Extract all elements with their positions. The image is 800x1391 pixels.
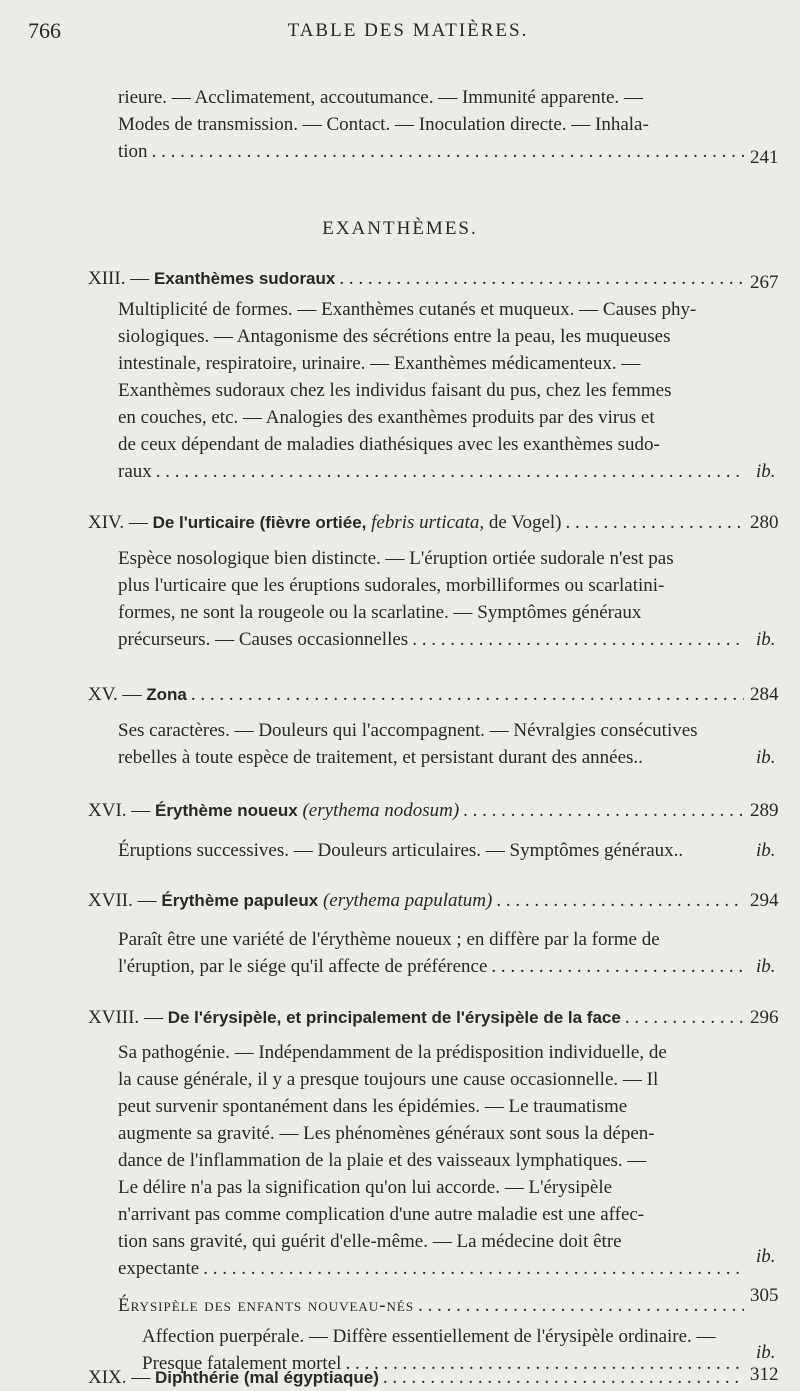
entry-xiv-ib: ib. <box>756 629 776 650</box>
entry-xviii-ib: ib. <box>756 1246 776 1267</box>
entry-xiv-title-rest: de Vogel) <box>488 512 562 533</box>
entry-xiv-last-text: précurseurs. — Causes occasionnelles <box>118 629 409 650</box>
entry-xiii-line: en couches, etc. — Analogies des exanthèmes produits par des virus et <box>118 407 655 428</box>
entry-xviii-last-line <box>118 1256 748 1282</box>
entry-xvi-page: 289 <box>750 800 779 821</box>
entry-xviii-page: 296 <box>750 1007 779 1028</box>
dash: — <box>130 268 150 289</box>
entry-xvii-last-line <box>118 954 748 980</box>
entry-xiii-line: Exanthèmes sudoraux chez les individus faisant du pus, chez les femmes <box>118 380 672 401</box>
entry-xvi-title-text: Érythème noueux <box>155 801 298 820</box>
entry-xviii-line: Sa pathogénie. — Indépendamment de la prédisposition individuelle, de <box>118 1042 667 1063</box>
entry-xix-numeral: XIX. <box>88 1367 127 1388</box>
entry-xiii-page: 267 <box>750 272 779 293</box>
entry-xv-title <box>88 682 748 708</box>
dash: — <box>137 890 157 911</box>
entry-xv-title-text: Zona <box>146 685 187 704</box>
entry-xvii-title <box>88 888 748 914</box>
entry-xviii-last-text: expectante <box>118 1258 200 1279</box>
entry-xiii-title <box>88 266 748 292</box>
intro-line-3 <box>118 139 748 165</box>
entry-xvi-numeral: XVI. <box>88 800 127 821</box>
entry-xviii-line: la cause générale, il y a presque toujours une cause occasionnelle. — Il <box>118 1069 659 1090</box>
entry-xv-line: Ses caractères. — Douleurs qui l'accompagnent. — Névralgies consécutives <box>118 720 698 741</box>
entry-xvii-last-text: l'éruption, par le siége qu'il affecte de préférence <box>118 956 488 977</box>
dash: — <box>131 1367 151 1388</box>
entry-xix-page: 312 <box>750 1364 779 1385</box>
entry-xviii-title-text: De l'érysipèle, et principalement de l'érysipèle de la face <box>167 1008 621 1027</box>
section-heading: EXANTHÈMES. <box>322 218 478 239</box>
entry-xviii-line: tion sans gravité, qui guérit d'elle-même. — La médecine doit être <box>118 1231 622 1252</box>
dash: — <box>128 512 148 533</box>
entry-xv-line: rebelles à toute espèce de traitement, et persistant durant des années.. <box>118 747 643 768</box>
entry-xvi-line: Éruptions successives. — Douleurs articulaires. — Symptômes généraux.. <box>118 840 684 861</box>
entry-xiv-line: plus l'urticaire que les éruptions sudorales, morbilliformes ou scarlatini- <box>118 575 665 596</box>
entry-xiii-ib: ib. <box>756 461 776 482</box>
entry-xviii-title <box>88 1005 748 1031</box>
entry-xix-title-text: Diphthérie (mal égyptiaque) <box>155 1368 379 1387</box>
entry-xviii-line: peut survenir spontanément dans les épidémies. — Le traumatisme <box>118 1096 628 1117</box>
entry-xiii-line: intestinale, respiratoire, urinaire. — Exanthèmes médicamenteux. — <box>118 353 641 374</box>
entry-xiv-title <box>88 510 748 536</box>
entry-xv-ib: ib. <box>756 747 776 768</box>
entry-xv-numeral: XV. <box>88 684 118 705</box>
entry-newborn-line: Affection puerpérale. — Diffère essentiellement de l'érysipèle ordinaire. — <box>142 1326 716 1347</box>
entry-newborn-title-text: Érysipèle des enfants nouveau-nés <box>118 1295 415 1316</box>
entry-xiv-page: 280 <box>750 512 779 533</box>
entry-xvii-title-text: Érythème papuleux <box>161 891 319 910</box>
page-header <box>28 18 788 48</box>
entry-xiii-line: siologiques. — Antagonisme des sécrétions entre la peau, les muqueuses <box>118 326 671 347</box>
entry-xiv-last-line <box>118 627 748 653</box>
page-number: 766 <box>28 18 61 43</box>
entry-xiv-title-text: De l'urticaire (fièvre ortiée, <box>152 513 367 532</box>
intro-line-3-text: tion <box>118 141 148 162</box>
running-title: TABLE DES MATIÈRES. <box>287 20 529 41</box>
entry-xviii-line: Le délire n'a pas la signification qu'on lui accorde. — L'érysipèle <box>118 1177 613 1198</box>
intro-line-2: Modes de transmission. — Contact. — Inoculation directe. — Inhala- <box>118 114 649 135</box>
entry-xvii-title-italic: (erythema papulatum) <box>322 890 493 911</box>
dash: — <box>122 684 142 705</box>
entry-xvi-title <box>88 798 748 824</box>
entry-xvi-title-italic: (erythema nodosum) <box>302 800 460 821</box>
entry-xiii-title-text: Exanthèmes sudoraux <box>153 269 336 288</box>
dash: — <box>143 1007 163 1028</box>
entry-xiii-line: Multiplicité de formes. — Exanthèmes cutanés et muqueux. — Causes phy- <box>118 299 697 320</box>
entry-newborn-ib: ib. <box>756 1342 776 1363</box>
entry-newborn-title <box>118 1293 748 1319</box>
entry-xiv-line: formes, ne sont la rougeole ou la scarlatine. — Symptômes généraux <box>118 602 642 623</box>
entry-xviii-numeral: XVIII. <box>88 1007 140 1028</box>
entry-xiii-last-text: raux <box>118 461 152 482</box>
entry-newborn-page: 305 <box>750 1285 779 1306</box>
entry-xviii-line: augmente sa gravité. — Les phénomènes généraux sont sous la dépen- <box>118 1123 655 1144</box>
entry-xviii-line: dance de l'inflammation de la plaie et des vaisseaux lymphatiques. — <box>118 1150 647 1171</box>
intro-line-1: rieure. — Acclimatement, accoutumance. — Immunité apparente. — <box>118 87 643 108</box>
entry-newborn-last-text: Presque fatalement mortel <box>142 1353 342 1374</box>
entry-xvii-numeral: XVII. <box>88 890 133 911</box>
entry-xiii-last-line <box>118 459 748 485</box>
entry-xviii-line: n'arrivant pas comme complication d'une autre maladie est une affec- <box>118 1204 645 1225</box>
entry-xvii-ib: ib. <box>756 956 776 977</box>
entry-xvi-ib: ib. <box>756 840 776 861</box>
entry-xiii-numeral: XIII. <box>88 268 126 289</box>
dash: — <box>131 800 151 821</box>
entry-xiii-line: de ceux dépendant de maladies diathésiques avec les exanthèmes sudo- <box>118 434 660 455</box>
entry-xiv-title-italic: febris urticata, <box>371 512 485 533</box>
entry-xv-page: 284 <box>750 684 779 705</box>
entry-xiv-line: Espèce nosologique bien distincte. — L'éruption ortiée sudorale n'est pas <box>118 548 674 569</box>
intro-page-ref: 241 <box>750 147 779 168</box>
entry-xix-title <box>88 1365 748 1391</box>
entry-xiv-numeral: XIV. <box>88 512 125 533</box>
entry-xvii-page: 294 <box>750 890 779 911</box>
entry-xvii-line: Paraît être une variété de l'érythème noueux ; en diffère par la forme de <box>118 929 660 950</box>
